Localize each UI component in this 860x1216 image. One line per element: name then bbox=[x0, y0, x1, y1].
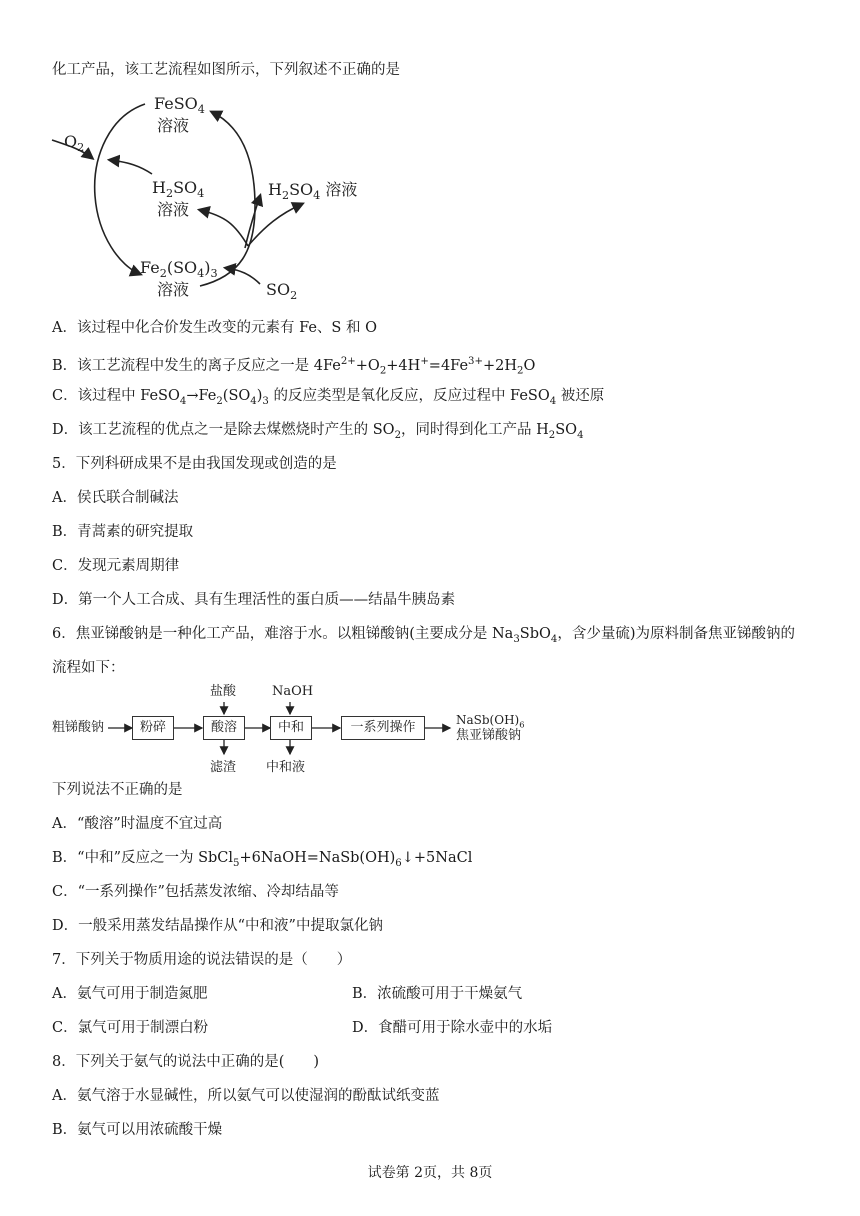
feso4-solution-label: 溶液 bbox=[157, 116, 190, 135]
q5-option-d: D．第一个人工合成、具有生理活性的蛋白质——结晶牛胰岛素 bbox=[52, 592, 456, 608]
fe2so43-solution-label: 溶液 bbox=[157, 280, 190, 299]
flow-product-name: 焦亚锑酸钠 bbox=[456, 728, 522, 743]
h2so4-solution-label: 溶液 bbox=[157, 200, 190, 219]
q4-option-d: D．该工艺流程的优点之一是除去煤燃烧时产生的 $SO_2$，同时得到化工产品 $H_2SO_4$ bbox=[52, 422, 584, 441]
flow-raw-material: 粗锑酸钠 bbox=[52, 720, 105, 735]
q6-stem-line2: 流程如下： bbox=[52, 660, 125, 676]
flow-step-neutralize: 中和 bbox=[270, 716, 312, 740]
q4-option-b: B．该工艺流程中发生的离子反应之一是 $4Fe^{2+}+O_2+4H^+=4Fe^{3+}+2H_2O$ bbox=[52, 356, 536, 377]
flow-step-crush: 粉碎 bbox=[132, 716, 174, 740]
q7-stem: 7．下列关于物质用途的说法错误的是（ ） bbox=[52, 952, 352, 968]
q5-stem: 5．下列科研成果不是由我国发现或创造的是 bbox=[52, 456, 337, 472]
q6-ask: 下列说法不正确的是 bbox=[52, 782, 183, 798]
q6-option-d: D．一般采用蒸发结晶操作从“中和液”中提取氯化钠 bbox=[52, 918, 383, 934]
so2-arrow bbox=[226, 268, 260, 284]
q7-option-d: D．食醋可用于除水壶中的水垢 bbox=[352, 1020, 553, 1036]
q5-option-a: A．侯氏联合制碱法 bbox=[52, 490, 179, 506]
q8-option-a: A．氨气溶于水显碱性，所以氨气可以使湿润的酚酞试纸变蓝 bbox=[52, 1088, 440, 1104]
q7-option-b: B．浓硫酸可用于干燥氨气 bbox=[352, 986, 523, 1002]
h2so4-left-output-arrow bbox=[200, 210, 248, 246]
so2-label: $SO_2$ bbox=[266, 280, 298, 303]
flow-step-series-operations: 一系列操作 bbox=[341, 716, 425, 740]
q8-stem: 8．下列关于氨气的说法中正确的是( ) bbox=[52, 1054, 320, 1070]
o2-label: $O_2$ bbox=[64, 132, 85, 155]
flow-step-acid-dissolve: 酸溶 bbox=[203, 716, 245, 740]
q7-option-c: C．氯气可用于制漂白粉 bbox=[52, 1020, 209, 1036]
q6-option-b: B．“中和”反应之一为 $SbCl_5+6NaOH=NaSb(OH)_6↓+5NaCl$ bbox=[52, 850, 473, 869]
left-arc-arrow bbox=[95, 104, 145, 274]
flow-input-naoh: NaOH bbox=[272, 684, 314, 699]
q4-option-a: A．该过程中化合价发生改变的元素有 Fe、S 和 O bbox=[52, 320, 377, 336]
q5-option-c: C．发现元素周期律 bbox=[52, 558, 180, 574]
h2so4-right-label: $H_2SO_4$ 溶液 bbox=[268, 180, 358, 203]
q6-option-a: A．“酸溶”时温度不宜过高 bbox=[52, 816, 223, 832]
q8-option-b: B．氨气可以用浓硫酸干燥 bbox=[52, 1122, 223, 1138]
flow-output-neutral-liquid: 中和液 bbox=[266, 760, 306, 775]
q6-stem-line1: 6．焦亚锑酸钠是一种化工产品，难溶于水。以粗锑酸钠(主要成分是 $Na_3SbO_4$，含少量硫)为原料制备焦亚锑酸钠的 bbox=[52, 626, 795, 645]
intro-text: 化工产品，该工艺流程如图所示，下列叙述不正确的是 bbox=[52, 62, 400, 78]
h2so4-return-arrow bbox=[110, 160, 152, 174]
feso4-label: FeSO$_4$ bbox=[154, 94, 205, 117]
q7-option-a: A．氨气可用于制造氮肥 bbox=[52, 986, 208, 1002]
flow-input-hydrochloric-acid: 盐酸 bbox=[210, 684, 237, 699]
q4-option-c: C．该过程中 $FeSO_4\to Fe_2(SO_4)_3$ 的反应类型是氧化反应，反应过程中 FeSO$_4$ 被还原 bbox=[52, 388, 605, 407]
page-footer: 试卷第 2页，共 8页 bbox=[367, 1165, 493, 1181]
fe2so43-label: $Fe_2(SO_4)_3$ bbox=[140, 258, 218, 281]
h2so4-label: $H_2SO_4$ bbox=[152, 178, 205, 201]
q5-option-b: B．青蒿素的研究提取 bbox=[52, 524, 194, 540]
q6-option-c: C．“一系列操作”包括蒸发浓缩、冷却结晶等 bbox=[52, 884, 339, 900]
flow-output-residue: 滤渣 bbox=[210, 760, 237, 775]
flow-product-formula: $NaSb(OH)_6$ bbox=[456, 713, 525, 730]
